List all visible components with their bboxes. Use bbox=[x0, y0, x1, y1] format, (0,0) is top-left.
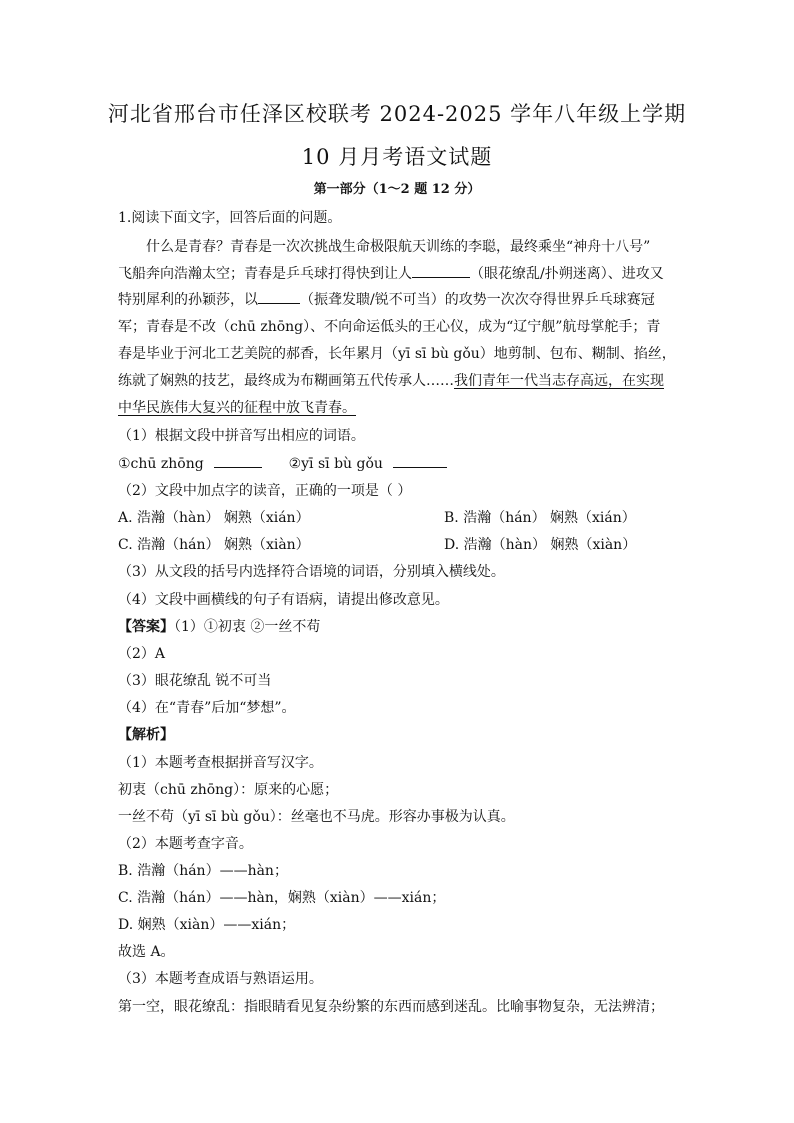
option-d: D. 浩瀚（hàn） 娴熟（xiàn） bbox=[444, 537, 637, 553]
passage-line-1: 什么是青春？青春是一次次挑战生命极限航天训练的李聪，最终乘坐“神舟十八号” bbox=[146, 239, 651, 255]
option-a: A. 浩瀚（hàn） 娴熟（xián） bbox=[118, 510, 310, 526]
underlined-sentence: 我们青年一代当志存高远，在实现 bbox=[454, 373, 664, 389]
answer-line-3: （3）眼花缭乱 锐不可当 bbox=[118, 673, 272, 689]
pinyin-1: ①chū zhōng bbox=[118, 456, 204, 472]
analysis-line: C. 浩瀚（hán）——hàn，娴熟（xiàn）——xián； bbox=[118, 890, 446, 906]
sub-question-3: （3）从文段的括号内选择符合语境的词语，分别填入横线处。 bbox=[118, 564, 505, 580]
passage-line-4: 军；青春是不改（chū zhōng）、不向命运低头的王心仪，成为“辽宁舰”航母掌舵手；青 bbox=[118, 319, 661, 335]
analysis-line: B. 浩瀚（hán）——hàn； bbox=[118, 863, 288, 879]
passage-line-6 bbox=[118, 370, 664, 390]
section-heading: 第一部分（1～2 题 12 分） bbox=[313, 182, 481, 197]
pinyin-blank-1 bbox=[214, 453, 262, 468]
answer-line-4: （4）在“青春”后加“梦想”。 bbox=[118, 700, 296, 716]
option-c: C. 浩瀚（hán） 娴熟（xiàn） bbox=[118, 537, 310, 553]
pinyin-line bbox=[118, 453, 447, 472]
option-b: B. 浩瀚（hán） 娴熟（xián） bbox=[444, 510, 636, 526]
analysis-line: （2）本题考查字音。 bbox=[118, 836, 253, 852]
pinyin-blank-2 bbox=[393, 453, 447, 468]
sub-question-2: （2）文段中加点字的读音，正确的一项是（ ） bbox=[118, 483, 412, 499]
pinyin-2: ②yī sī bù gǒu bbox=[288, 456, 383, 472]
answer-label: 【答案】 bbox=[118, 619, 174, 635]
passage-line-5: 春是毕业于河北工艺美院的郝香，长年累月（yī sī bù gǒu）地剪制、包布、糊制、掐丝， bbox=[118, 346, 676, 362]
analysis-line: （1）本题考查根据拼音写汉字。 bbox=[118, 755, 323, 771]
passage-text: 飞船奔向浩瀚太空；青春是乒乓球打得快到让人 bbox=[118, 266, 412, 282]
question-intro: 1.阅读下面文字，回答后面的问题。 bbox=[118, 210, 342, 226]
analysis-label: 【解析】 bbox=[118, 727, 174, 743]
page-title-line1: 河北省邢台市任泽区校联考 2024-2025 学年八年级上学期 bbox=[107, 102, 687, 126]
answer-blank-1 bbox=[412, 263, 470, 278]
passage-text: 练就了娴熟的技艺，最终成为布糊画第五代传承人…… bbox=[118, 373, 454, 389]
passage-line-2 bbox=[118, 263, 664, 283]
analysis-line: 初衷（chū zhōng）：原来的心愿； bbox=[118, 782, 339, 798]
passage-text: 特别犀利的孙颖莎，以 bbox=[118, 292, 258, 308]
passage-text: （振聋发聩/锐不可当）的攻势一次次夺得世界乒乓球赛冠 bbox=[300, 292, 655, 308]
analysis-line: 一丝不苟（yī sī bù gǒu）：丝毫也不马虎。形容办事极为认真。 bbox=[118, 809, 515, 825]
passage-text: （眼花缭乱/扑朔迷离）、进攻又 bbox=[470, 266, 664, 282]
analysis-line: 故选 A。 bbox=[118, 944, 175, 960]
analysis-line: 第一空，眼花缭乱：指眼睛看见复杂纷繁的东西而感到迷乱。比喻事物复杂，无法辨清； bbox=[118, 999, 664, 1015]
answer-line-1 bbox=[118, 616, 320, 636]
answer-text: （1）①初衷 ②一丝不苟 bbox=[174, 619, 321, 635]
passage-line-3 bbox=[118, 289, 655, 309]
analysis-line: D. 娴熟（xiàn）——xián； bbox=[118, 917, 296, 933]
sub-question-1: （1）根据文段中拼音写出相应的词语。 bbox=[118, 428, 365, 444]
page-title-line2: 10 月月考语文试题 bbox=[301, 145, 493, 169]
passage-line-7: 中华民族伟大复兴的征程中放飞青春。 bbox=[118, 400, 356, 416]
sub-question-4: （4）文段中画横线的句子有语病，请提出修改意见。 bbox=[118, 592, 449, 608]
answer-blank-2 bbox=[258, 289, 300, 304]
answer-line-2: （2）A bbox=[118, 646, 166, 662]
analysis-line: （3）本题考查成语与熟语运用。 bbox=[118, 971, 323, 987]
